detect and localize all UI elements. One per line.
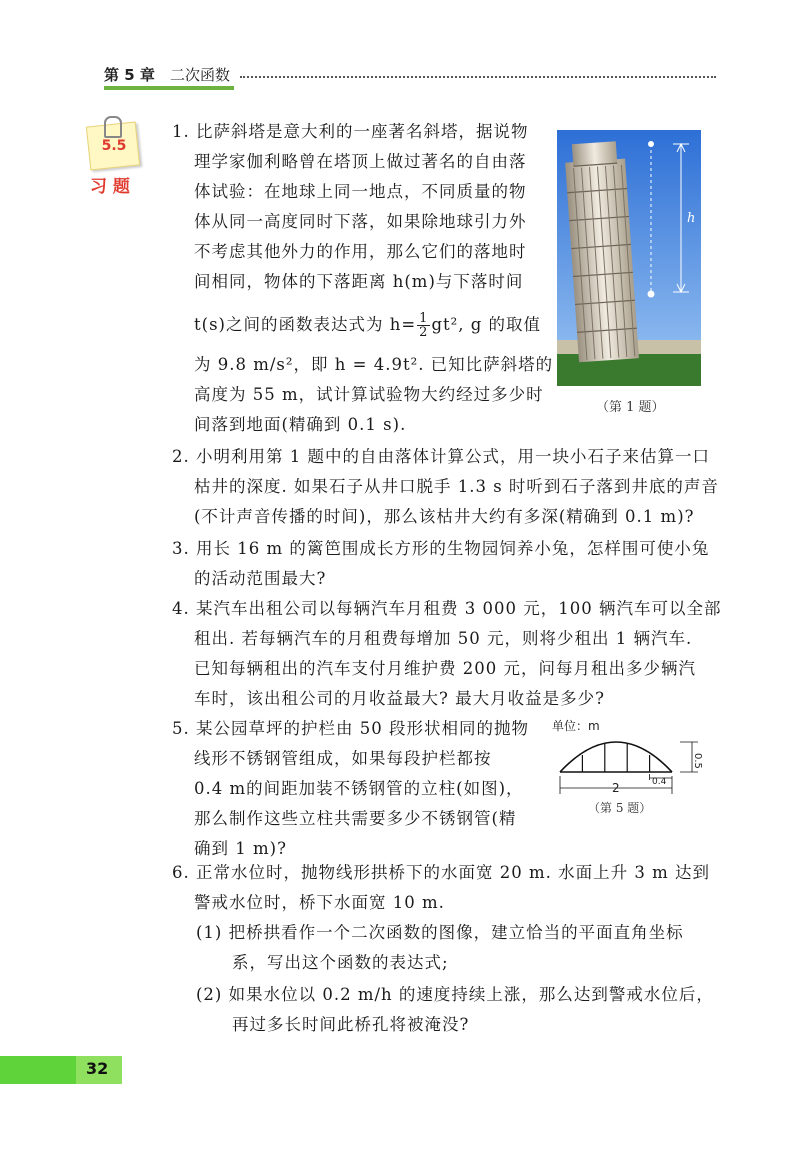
q1-line-4: 体从同一高度同时下落，如果除地球引力外: [194, 212, 527, 231]
page-number-bar: [0, 1056, 122, 1084]
q3-line-2: 的活动范围最大?: [194, 569, 327, 588]
q1-formula-line: [194, 310, 541, 340]
q6-sub1-line-1: (1) 把桥拱看作一个二次函数的图像，建立恰当的平面直角坐标: [196, 923, 684, 942]
parabola-arch: [560, 742, 672, 772]
fraction: [417, 312, 430, 339]
q1-line-8: 为 9.8 m/s²，即 h = 4.9t². 已知比萨斜塔的: [194, 355, 554, 374]
q4-line-2: 租出. 若每辆汽车的月租费每增加 50 元，则将少租出 1 辆汽车.: [194, 629, 693, 648]
q2-line-3: (不计声音传播的时间)，那么该枯井大约有多深(精确到 0.1 m)?: [194, 507, 695, 526]
fence-parabola-figure: [548, 716, 718, 818]
height-label-h: h: [687, 211, 696, 226]
q1-line-1: 1. 比萨斜塔是意大利的一座著名斜塔，据说物: [172, 122, 529, 141]
q6-line-2: 警戒水位时，桥下水面宽 10 m.: [194, 893, 445, 912]
fraction-numerator: 1: [419, 311, 429, 326]
q3-line-1: 3. 用长 16 m 的篱笆围成长方形的生物园饲养小兔，怎样围可使小兔: [172, 539, 710, 558]
q5-line-4: 那么制作这些立柱共需要多少不锈钢管(精: [194, 809, 517, 828]
q4-line-4: 车时，该出租公司的月收益最大? 最大月收益是多少?: [194, 689, 605, 708]
q1-line-3: 体试验：在地球上同一地点，不同质量的物: [194, 182, 527, 201]
q4-line-3: 已知每辆租出的汽车支付月维护费 200 元，问每月租出多少辆汽: [194, 659, 696, 678]
q1-line-10: 间落到地面(精确到 0.1 s).: [194, 415, 407, 434]
paperclip-icon: [104, 116, 122, 138]
q1-figure-caption: （第 1 题）: [596, 400, 665, 415]
q1-line-6: 间相同，物体的下落距离 h(m)与下落时间: [194, 272, 524, 291]
q1-line-9: 高度为 55 m，试计算试验物大约经过多少时: [194, 385, 544, 404]
fraction-denominator: 2: [419, 325, 429, 340]
section-badge: [84, 116, 144, 198]
q6-sub2-line-1: (2) 如果水位以 0.2 m/h 的速度持续上涨，那么达到警戒水位后，: [196, 985, 714, 1004]
q5-line-1: 5. 某公园草坪的护栏由 50 段形状相同的抛物: [172, 719, 529, 738]
q1-line-5: 不考虑其他外力的作用，那么它们的落地时: [194, 242, 527, 261]
q5-line-5: 确到 1 m)?: [194, 839, 287, 858]
chapter-number: 第 5 章: [104, 66, 155, 84]
section-number: 5.5: [101, 138, 127, 154]
chapter-title: 二次函数: [170, 66, 231, 84]
header-dotted-rule: [240, 76, 716, 78]
q2-line-1: 2. 小明利用第 1 题中的自由落体计算公式，用一块小石子来估算一口: [172, 447, 710, 466]
spacing-dimension: 0.4: [652, 777, 667, 787]
q1-formula-post: gt², g 的取值: [431, 315, 542, 334]
q2-line-2: 枯井的深度. 如果石子从井口脱手 1.3 s 时听到石子落到井底的声音: [194, 477, 719, 496]
width-dimension: 2: [612, 781, 620, 795]
chapter-header: [104, 62, 716, 92]
q4-line-1: 4. 某汽车出租公司以每辆汽车月租费 3 000 元，100 辆汽车可以全部: [172, 599, 722, 618]
q5-line-3: 0.4 m的间距加装不锈钢管的立柱(如图)，: [194, 779, 524, 798]
q1-line-2: 理学家伽利略曾在塔顶上做过著名的自由落: [194, 152, 527, 171]
exercise-label: 习 题: [90, 177, 130, 197]
page-number: 32: [86, 1059, 109, 1078]
q1-formula-pre: t(s)之间的函数表达式为 h=: [194, 315, 417, 334]
height-dimension: 0.5: [692, 753, 703, 769]
leaning-tower-photo: [557, 130, 701, 386]
q5-line-2: 线形不锈钢管组成，如果每段护栏都按: [194, 749, 492, 768]
header-green-bar: [104, 86, 234, 90]
q6-sub2-line-2: 再过多长时间此桥孔将被淹没?: [232, 1015, 470, 1034]
q6-line-1: 6. 正常水位时，抛物线形拱桥下的水面宽 20 m. 水面上升 3 m 达到: [172, 863, 710, 882]
q5-figure-caption: （第 5 题）: [588, 801, 652, 815]
unit-label: 单位：m: [552, 719, 600, 733]
q6-sub1-line-2: 系，写出这个函数的表达式;: [232, 953, 449, 972]
